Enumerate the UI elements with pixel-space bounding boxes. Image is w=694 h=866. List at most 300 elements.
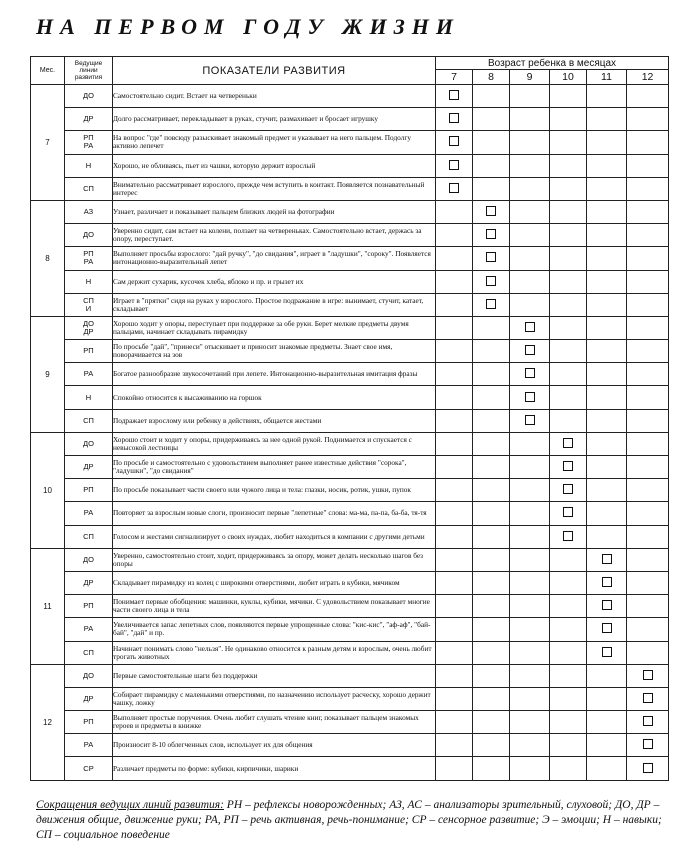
age-cell-12 [627,432,669,455]
page-title: НА ПЕРВОМ ГОДУ ЖИЗНИ [36,14,461,39]
age-cell-8 [473,595,510,618]
age-cell-11 [587,177,627,200]
checkbox[interactable] [602,554,612,564]
age-cell-11 [587,432,627,455]
indicator-text: Различает предметы по форме: кубики, кирпичики, шарики [113,757,436,780]
table-row [31,409,669,432]
age-cell-8 [473,293,510,316]
age-cell-12 [627,177,669,200]
age-cell-8 [473,85,510,108]
age-cell-9 [510,479,550,502]
age-cell-11 [587,293,627,316]
age-cell-9 [510,687,550,710]
line-code: СР [65,757,113,780]
age-cell-11 [587,85,627,108]
age-cell-11 [587,525,627,548]
table-row [31,340,669,363]
age-cell-8 [473,571,510,594]
line-code: СП [65,409,113,432]
header-lines: Ведущие линии развития [65,57,113,85]
age-cell-11 [587,409,627,432]
line-code: СП [65,177,113,200]
age-cell-11 [587,224,627,247]
age-cell-8 [473,340,510,363]
age-cell-7 [436,618,473,641]
table-row [31,108,669,131]
table-row [31,316,669,339]
age-cell-12 [627,409,669,432]
age-cell-7 [436,316,473,339]
table-row [31,293,669,316]
line-code: ДР [65,687,113,710]
table-row [31,595,669,618]
age-cell-7 [436,247,473,270]
age-cell-11 [587,571,627,594]
age-cell-7 [436,85,473,108]
age-cell-8 [473,432,510,455]
age-cell-10 [550,293,587,316]
age-cell-9 [510,386,550,409]
indicator-text: Выполняет просьбы взрослого: "дай ручку", "до свидания", играет в "ладушки", "сороку". Появляется интонационно-выразительный лепет [113,247,436,270]
age-cell-8 [473,409,510,432]
indicator-text: Уверенно сидит, сам встает на колени, ползает на четвереньках. Самостоятельно встает, держась за опору, переступает. [113,224,436,247]
age-cell-7 [436,131,473,154]
age-cell-11 [587,595,627,618]
age-cell-12 [627,757,669,780]
table-row [31,734,669,757]
age-cell-11 [587,200,627,223]
age-cell-9 [510,757,550,780]
table-row [31,177,669,200]
age-cell-10 [550,502,587,525]
age-cell-9 [510,108,550,131]
age-cell-9 [510,641,550,664]
age-cell-9 [510,664,550,687]
line-code: ДО [65,664,113,687]
age-cell-12 [627,386,669,409]
age-cell-9 [510,177,550,200]
age-cell-9 [510,363,550,386]
age-cell-10 [550,131,587,154]
line-code: АЗ [65,200,113,223]
line-code: СП [65,525,113,548]
age-cell-7 [436,108,473,131]
age-cell-12 [627,595,669,618]
indicator-text: Первые самостоятельные шаги без поддержки [113,664,436,687]
indicator-text: Внимательно рассматривает взрослого, прежде чем вступить в контакт. Появляется познавательный интерес [113,177,436,200]
age-cell-12 [627,316,669,339]
age-cell-11 [587,247,627,270]
age-cell-12 [627,154,669,177]
age-cell-10 [550,456,587,479]
indicator-text: Играет в "прятки" сидя на руках у взрослого. Простое подражание в игре: вынимает, стучит, катает, складывает [113,293,436,316]
age-cell-10 [550,200,587,223]
age-cell-7 [436,200,473,223]
age-cell-7 [436,711,473,734]
age-cell-11 [587,548,627,571]
table-row [31,386,669,409]
indicator-text: Самостоятельно сидит. Встает на четвереньки [113,85,436,108]
age-cell-8 [473,316,510,339]
age-cell-11 [587,363,627,386]
age-cell-10 [550,641,587,664]
checkbox[interactable] [563,484,573,494]
age-cell-8 [473,363,510,386]
checkbox[interactable] [643,716,653,726]
table-row [31,200,669,223]
age-cell-10 [550,409,587,432]
age-cell-7 [436,734,473,757]
indicator-text: Повторяет за взрослым новые слоги, произносит первые "лепетные" слова: ма-ма, па-па, ба-ба, тя-тя [113,502,436,525]
age-cell-10 [550,177,587,200]
age-header-7: 7 [436,70,473,85]
table-row [31,664,669,687]
table-row [31,571,669,594]
line-code: РП РА [65,131,113,154]
age-cell-8 [473,224,510,247]
checkbox[interactable] [486,276,496,286]
age-cell-10 [550,85,587,108]
age-cell-12 [627,479,669,502]
table-row [31,687,669,710]
age-cell-10 [550,224,587,247]
legend-label: Сокращения ведущих линий развития: [36,799,224,811]
table-row [31,432,669,455]
line-code: Н [65,270,113,293]
age-cell-8 [473,525,510,548]
indicator-text: Спокойно относится к высаживанию на горшок [113,386,436,409]
table-row [31,363,669,386]
age-cell-10 [550,363,587,386]
age-cell-12 [627,734,669,757]
age-cell-9 [510,548,550,571]
age-header-10: 10 [550,70,587,85]
age-cell-12 [627,502,669,525]
line-code: ДО [65,548,113,571]
age-cell-12 [627,247,669,270]
indicator-text: На вопрос "где" повсюду разыскивает знакомый предмет и указывает на него пальцем. Подолгу активно лепечет [113,131,436,154]
table-row [31,479,669,502]
indicator-text: Узнает, различает и показывает пальцем близких людей на фотографии [113,200,436,223]
checkbox[interactable] [563,531,573,541]
indicator-text: Понимает первые обобщения: машинки, куклы, кубики, мячики. С удовольствием показывает многие части своего лица и тела [113,595,436,618]
age-cell-8 [473,154,510,177]
line-code: РА [65,734,113,757]
age-cell-8 [473,247,510,270]
age-cell-8 [473,502,510,525]
checkbox[interactable] [486,299,496,309]
month-label: 7 [31,85,65,201]
age-cell-11 [587,386,627,409]
age-cell-12 [627,641,669,664]
age-cell-10 [550,734,587,757]
table-row [31,618,669,641]
age-cell-7 [436,548,473,571]
table-row [31,757,669,780]
age-cell-10 [550,711,587,734]
age-cell-8 [473,131,510,154]
age-header-11: 11 [587,70,627,85]
age-cell-7 [436,595,473,618]
age-cell-11 [587,340,627,363]
age-cell-11 [587,479,627,502]
age-cell-12 [627,363,669,386]
age-cell-9 [510,595,550,618]
age-cell-9 [510,224,550,247]
checkbox[interactable] [525,345,535,355]
age-cell-11 [587,757,627,780]
age-cell-7 [436,432,473,455]
age-cell-11 [587,316,627,339]
legend-text: РН – рефлексы новорожденных; АЗ, АС – анализаторы зрительный, слуховой; ДО, ДР – движения общие, движение руки; РА, РП – речь активная, речь-понимание; СР – сенсорное развитие; Э – эмоции; Н – навыки; СП – социальное поведение [36,799,662,841]
checkbox[interactable] [449,160,459,170]
age-cell-7 [436,363,473,386]
age-cell-8 [473,664,510,687]
checkbox[interactable] [486,252,496,262]
age-cell-11 [587,711,627,734]
age-cell-7 [436,502,473,525]
age-cell-9 [510,154,550,177]
age-cell-12 [627,131,669,154]
age-cell-11 [587,734,627,757]
checkbox[interactable] [602,600,612,610]
age-cell-7 [436,409,473,432]
checkbox[interactable] [602,623,612,633]
age-cell-10 [550,386,587,409]
indicator-text: Хорошо ходит у опоры, переступает при поддержке за обе руки. Берет мелкие предметы двумя пальцами, начинает складывать пирамидку [113,316,436,339]
age-cell-10 [550,108,587,131]
checkbox[interactable] [563,461,573,471]
age-cell-10 [550,432,587,455]
age-cell-9 [510,247,550,270]
age-cell-10 [550,525,587,548]
age-cell-7 [436,757,473,780]
age-cell-10 [550,154,587,177]
age-cell-7 [436,340,473,363]
table-row [31,154,669,177]
age-cell-9 [510,409,550,432]
age-cell-9 [510,316,550,339]
age-cell-7 [436,687,473,710]
checkbox[interactable] [563,507,573,517]
line-code: СП [65,641,113,664]
indicator-text: Увеличивается запас лепетных слов, появляются первые упрощенные слова: "кис-кис", "аф-аф", "бай-бай", "дай" и пр. [113,618,436,641]
age-cell-11 [587,502,627,525]
indicator-text: Сам держит сухарик, кусочек хлеба, яблоко и пр. и грызет их [113,270,436,293]
indicator-text: Уверенно, самостоятельно стоит, ходит, придерживаясь за опору, может делать несколько шагов без опоры [113,548,436,571]
checkbox[interactable] [525,368,535,378]
table-row [31,456,669,479]
age-cell-7 [436,154,473,177]
age-cell-8 [473,479,510,502]
age-cell-9 [510,456,550,479]
line-code: ДР [65,108,113,131]
age-cell-8 [473,270,510,293]
line-code: ДО [65,224,113,247]
age-cell-10 [550,247,587,270]
age-cell-11 [587,108,627,131]
age-cell-10 [550,479,587,502]
age-cell-9 [510,734,550,757]
line-code: РА [65,363,113,386]
age-cell-8 [473,757,510,780]
line-code: РА [65,502,113,525]
age-cell-11 [587,456,627,479]
table-row [31,131,669,154]
age-cell-12 [627,618,669,641]
age-cell-12 [627,687,669,710]
age-cell-7 [436,293,473,316]
line-code: ДО ДР [65,316,113,339]
age-cell-7 [436,386,473,409]
age-cell-10 [550,340,587,363]
age-cell-9 [510,711,550,734]
checkbox[interactable] [486,206,496,216]
checkbox[interactable] [602,577,612,587]
age-cell-12 [627,548,669,571]
checkbox[interactable] [643,670,653,680]
age-cell-12 [627,108,669,131]
table-row [31,641,669,664]
age-cell-11 [587,641,627,664]
indicator-text: Собирает пирамидку с маленькими отверстиями, по назначению использует расческу, хорошо держит чашку, ложку [113,687,436,710]
age-cell-7 [436,664,473,687]
age-header-9: 9 [510,70,550,85]
line-code: ДО [65,85,113,108]
header-age: Возраст ребенка в месяцах [436,57,669,70]
age-cell-9 [510,618,550,641]
age-cell-11 [587,664,627,687]
age-cell-12 [627,293,669,316]
table-row [31,525,669,548]
checkbox[interactable] [525,392,535,402]
age-cell-9 [510,525,550,548]
indicator-text: Долго рассматривает, перекладывает в руках, стучит, размахивает и бросает игрушку [113,108,436,131]
table-row [31,224,669,247]
line-code: РП [65,340,113,363]
checkbox[interactable] [563,438,573,448]
indicator-text: По просьбе и самостоятельно с удовольствием выполняет ранее известные действия "сорока", "ладушки", "до свидания" [113,456,436,479]
age-cell-11 [587,131,627,154]
indicator-text: Голосом и жестами сигнализирует о своих нуждах, любит находиться в компании с другими детьми [113,525,436,548]
month-label: 8 [31,200,65,316]
indicator-text: Богатое разнообразие звукосочетаний при лепете. Интонационно-выразительная имитация фразы [113,363,436,386]
indicator-text: Начинает понимать слово "нельзя". Не одинаково относится к разным детям и взрослым, очень любит трогать животных [113,641,436,664]
checkbox[interactable] [449,136,459,146]
indicator-text: Произносит 8-10 облегченных слов, использует их для общения [113,734,436,757]
line-code: РП РА [65,247,113,270]
indicator-text: Складывает пирамидку из колец с широкими отверстиями, любит играть в кубики, мячиком [113,571,436,594]
age-cell-9 [510,502,550,525]
checkbox[interactable] [449,90,459,100]
indicator-text: Хорошо стоит и ходит у опоры, придерживаясь за нее одной рукой. Поднимается и спускается с невысокой лестницы [113,432,436,455]
checkbox[interactable] [643,739,653,749]
age-cell-8 [473,108,510,131]
age-cell-9 [510,432,550,455]
age-cell-10 [550,757,587,780]
age-header-12: 12 [627,70,669,85]
indicator-text: Подражает взрослому или ребенку в действиях, общается жестами [113,409,436,432]
age-cell-8 [473,456,510,479]
age-cell-10 [550,687,587,710]
age-cell-11 [587,270,627,293]
checkbox[interactable] [486,229,496,239]
development-table [30,56,669,781]
table-body [31,85,669,781]
line-code: ДО [65,432,113,455]
age-cell-8 [473,641,510,664]
header-month: Мес. [31,57,65,85]
age-cell-10 [550,664,587,687]
age-cell-10 [550,595,587,618]
line-code: РП [65,479,113,502]
age-cell-10 [550,548,587,571]
age-cell-7 [436,641,473,664]
age-cell-9 [510,270,550,293]
age-cell-9 [510,85,550,108]
checkbox[interactable] [525,322,535,332]
month-label: 10 [31,432,65,548]
age-cell-12 [627,270,669,293]
age-cell-9 [510,571,550,594]
table-row [31,270,669,293]
age-cell-8 [473,711,510,734]
checkbox[interactable] [602,647,612,657]
month-label: 12 [31,664,65,780]
age-cell-12 [627,525,669,548]
header-indicators: ПОКАЗАТЕЛИ РАЗВИТИЯ [113,57,436,85]
age-cell-7 [436,571,473,594]
line-code: СП И [65,293,113,316]
age-cell-9 [510,131,550,154]
age-cell-9 [510,200,550,223]
month-label: 9 [31,316,65,432]
age-cell-12 [627,664,669,687]
age-cell-8 [473,548,510,571]
age-cell-12 [627,200,669,223]
checkbox[interactable] [449,183,459,193]
age-cell-8 [473,687,510,710]
indicator-text: Выполняет простые поручения. Очень любит слушать чтение книг, показывает пальцем знакомых героев и предметы в книжке [113,711,436,734]
indicator-text: Хорошо, не обливаясь, пьет из чашки, которую держит взрослый [113,154,436,177]
age-cell-12 [627,224,669,247]
line-code: РА [65,618,113,641]
indicator-text: По просьбе показывает части своего или чужого лица и тела: глазки, носик, ротик, ушки, пупок [113,479,436,502]
line-code: ДР [65,571,113,594]
age-cell-10 [550,618,587,641]
table-row [31,548,669,571]
age-cell-7 [436,525,473,548]
age-cell-10 [550,316,587,339]
age-cell-10 [550,571,587,594]
abbreviations-legend [36,798,672,843]
line-code: Н [65,154,113,177]
age-cell-8 [473,386,510,409]
checkbox[interactable] [643,693,653,703]
age-header-8: 8 [473,70,510,85]
checkbox[interactable] [449,113,459,123]
age-cell-7 [436,177,473,200]
age-cell-7 [436,479,473,502]
checkbox[interactable] [525,415,535,425]
age-cell-8 [473,177,510,200]
checkbox[interactable] [643,763,653,773]
age-cell-11 [587,618,627,641]
line-code: Н [65,386,113,409]
age-cell-9 [510,340,550,363]
age-cell-7 [436,456,473,479]
line-code: РП [65,711,113,734]
